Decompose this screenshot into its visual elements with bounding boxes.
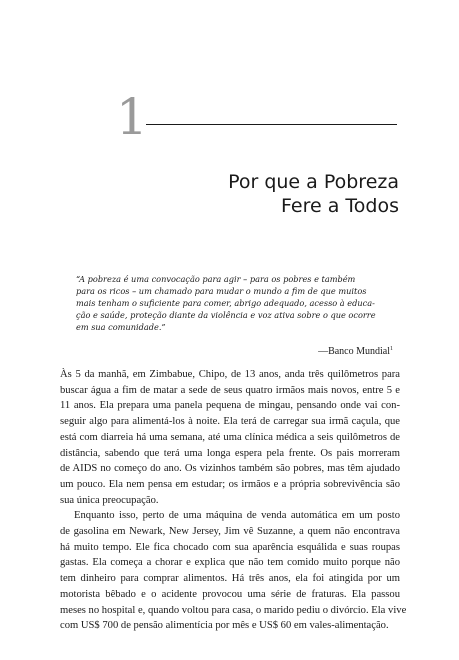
epigraph-line: em sua comunidade.” — [76, 322, 166, 332]
body-line: de AIDS no começo do ano. Os vizinhos também são pobres, mas têm ajudado — [60, 463, 400, 475]
body-line: motorista bêbado e o acidente provocou uma série de fraturas. Ela passou — [60, 588, 400, 600]
body-line: seguir algo para alimentá-los à noite. Ela terá de carregar sua irmã caçula, que — [60, 416, 400, 428]
body-line: distância, sabendo que terá uma longa espera pela frente. Os pais morreram — [60, 447, 400, 459]
epigraph-line: mais tenham o suficiente para comer, abrigo adequado, acesso à educa- — [76, 298, 375, 308]
epigraph-attribution — [318, 343, 393, 358]
attribution-text: —Banco Mundial — [318, 346, 390, 357]
body-text — [60, 367, 407, 634]
chapter-number: 1 — [116, 88, 148, 146]
body-line: 11 anos. Ela prepara uma panela pequena de mingau, pensando onde vai con- — [60, 400, 400, 412]
body-line: de gasolina em Newark, New Jersey, Jim vê Suzanne, a quem não encontrava — [60, 526, 400, 538]
chapter-title — [228, 170, 399, 218]
body-line: um pouco. Ela nem pensa em estudar; os irmãos e a própria sobrevivência são — [60, 478, 400, 490]
footnote-marker: 1 — [390, 346, 393, 352]
body-line: está com diarreia há uma semana, até uma clínica médica a seis quilômetros de — [60, 431, 400, 443]
body-line: Enquanto isso, perto de uma máquina de venda automática em um posto — [74, 510, 400, 522]
body-line: sua única preocupação. — [60, 494, 159, 506]
chapter-title-line-2: Fere a Todos — [281, 195, 399, 217]
body-line: meses no hospital e, quando voltou para casa, o marido pediu o divórcio. Ela vive — [60, 604, 407, 616]
body-line: há muito tempo. Ele fica chocado com sua aparência esquálida e suas roupas — [60, 541, 400, 553]
chapter-rule — [146, 124, 397, 125]
chapter-title-line-1: Por que a Pobreza — [228, 171, 399, 193]
body-line: Às 5 da manhã, em Zimbabue, Chipo, de 13 anos, anda três quilômetros para — [60, 369, 400, 380]
epigraph-line: ção e saúde, proteção diante da violência e voz ativa sobre o que ocorre — [76, 310, 376, 320]
epigraph-line: para os ricos – um chamado para mudar o mundo a fim de que muitos — [76, 286, 367, 296]
epigraph-line: “A pobreza é uma convocação para agir – para os pobres e também — [76, 274, 356, 284]
body-line: buscar água a fim de matar a sede de seus quatro irmãos mais novos, entre 5 e — [60, 384, 400, 396]
body-line: gastas. Ela começa a chorar e explica que não tem comido muito porque não — [60, 557, 400, 569]
epigraph — [76, 273, 389, 333]
body-line: tem dinheiro para comprar alimentos. Há três anos, ela foi atingida por um — [60, 573, 400, 585]
body-line: com US$ 700 de pensão alimentícia por mês e US$ 60 em vales-alimentação. — [60, 620, 389, 632]
